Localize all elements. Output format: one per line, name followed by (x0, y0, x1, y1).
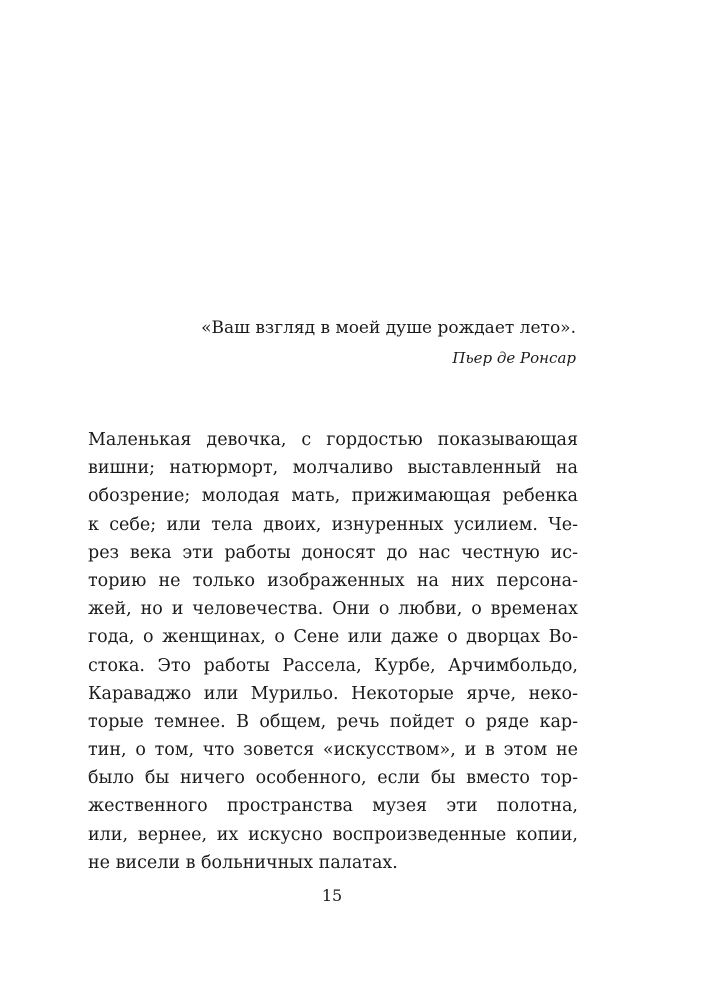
paragraph-line: стока. Это работы Рассела, Курбе, Арчимбольдо, (88, 655, 578, 676)
epigraph-author: Пьер де Ронсар (452, 349, 576, 367)
paragraph-line: рез века эти работы доносят до нас честную ис- (88, 542, 578, 563)
paragraph-line: года, о женщинах, о Сене или даже о дворцах Во- (88, 627, 578, 648)
paragraph-line: вишни; натюрморт, молчаливо выставленный на (88, 458, 578, 479)
paragraph-line: или, вернее, их искусно воспроизведенные копии, (88, 824, 578, 845)
paragraph-line: торию не только изображенных на них персона- (88, 570, 578, 591)
epigraph-quote: «Ваш взгляд в моей душе рождает лето». (201, 318, 576, 338)
paragraph-line: тин, о том, что зовется «искусством», и в этом не (88, 740, 578, 761)
paragraph-line: Маленькая девочка, с гордостью показывающая (88, 430, 578, 450)
paragraph-line: торые темнее. В общем, речь пойдет о ряде кар- (88, 711, 578, 732)
paragraph-line: Караваджо или Мурильо. Некоторые ярче, неко- (88, 683, 578, 704)
paragraph-line: не висели в больничных палатах. (88, 852, 398, 873)
epigraph (88, 314, 576, 372)
body-paragraph (88, 426, 578, 877)
paragraph-line: жей, но и человечества. Они о любви, о временах (88, 599, 578, 620)
paragraph-line: к себе; или тела двоих, изнуренных усилием. Че- (88, 514, 578, 535)
paragraph-line: было бы ничего особенного, если бы вместо тор- (88, 768, 578, 789)
paragraph-line: жественного пространства музея эти полотна, (88, 796, 578, 817)
paragraph-line: обозрение; молодая мать, прижимающая ребенка (88, 486, 578, 507)
page-number: 15 (321, 886, 343, 905)
